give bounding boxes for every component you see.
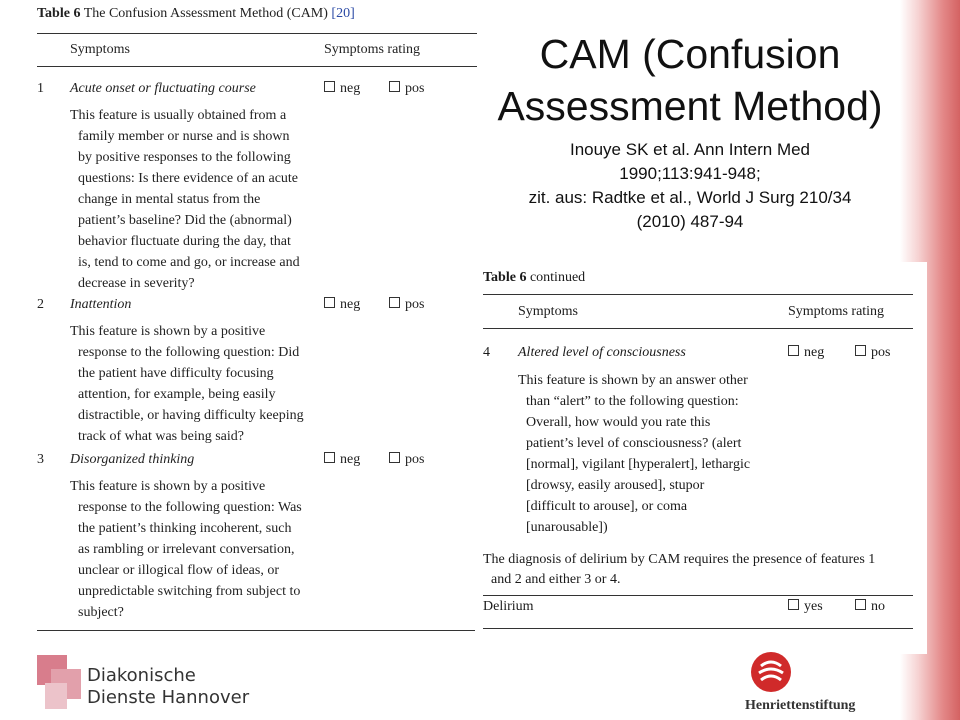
- description-line: decrease in severity?: [78, 276, 195, 291]
- diagnosis-note: [483, 550, 875, 590]
- delirium-label: Delirium: [483, 599, 534, 614]
- item-number: 1: [37, 81, 44, 96]
- item-title: Inattention: [70, 297, 132, 312]
- slide-heading: [460, 28, 920, 234]
- description-line: unpredictable switching from subject to: [78, 584, 301, 599]
- table-header-rule: [37, 66, 477, 67]
- citation-line: zit. aus: Radtke et al., World J Surg 210/34: [528, 188, 852, 207]
- description-line: Overall, how would you rate this: [526, 415, 711, 430]
- logo-text: Henriettenstiftung: [745, 698, 856, 713]
- table-label: Table 6: [483, 270, 527, 285]
- citation-line: (2010) 487-94: [636, 212, 744, 231]
- rating-pos[interactable]: [389, 452, 424, 468]
- item-description: [518, 370, 750, 538]
- table-title: continued: [529, 270, 586, 285]
- table-reference-link[interactable]: [20]: [331, 6, 355, 21]
- item-title: Altered level of consciousness: [518, 345, 686, 360]
- description-line: the patient’s thinking incoherent, such: [78, 521, 292, 536]
- citation-line: Inouye SK et al. Ann Intern Med: [569, 140, 811, 159]
- logo-text-line: Dienste Hannover: [87, 687, 250, 708]
- description-line: This feature is shown by a positive: [70, 479, 266, 494]
- description-line: [unarousable]): [526, 520, 608, 535]
- description-line: patient’s level of consciousness? (alert: [526, 436, 742, 451]
- rating-neg-label: neg: [340, 452, 361, 467]
- item-title: Disorganized thinking: [70, 452, 195, 467]
- citation-line: 1990;113:941-948;: [619, 164, 761, 183]
- description-line: This feature is usually obtained from a: [70, 108, 287, 123]
- rating-neg-label: neg: [340, 297, 361, 312]
- description-line: subject?: [78, 605, 124, 620]
- rating-pos-label: pos: [405, 297, 425, 312]
- table-caption: [483, 270, 585, 286]
- description-line: This feature is shown by an answer other: [518, 373, 748, 388]
- description-line: response to the following question: Was: [78, 500, 302, 515]
- description-line: distractible, or having difficulty keeping: [78, 408, 304, 423]
- rating-pos[interactable]: [389, 297, 424, 313]
- description-line: the patient have difficulty focusing: [78, 366, 274, 381]
- checkbox[interactable]: [855, 599, 866, 610]
- checkbox[interactable]: [788, 345, 799, 356]
- rating-pos-label: pos: [405, 452, 425, 467]
- description-line: [difficult to arouse], or coma: [526, 499, 688, 514]
- item-number: 3: [37, 452, 44, 467]
- cam-table-part2: [475, 262, 927, 654]
- logo-text: [87, 665, 249, 709]
- checkbox[interactable]: [389, 81, 400, 92]
- rating-pos[interactable]: [389, 81, 424, 97]
- rating-pos-label: pos: [871, 345, 891, 360]
- item-description: [70, 105, 300, 294]
- citation: [460, 138, 920, 234]
- rating-pos-label: pos: [405, 81, 425, 96]
- henriettenstiftung-emblem-icon: [749, 650, 793, 694]
- cam-table-part1: [37, 0, 477, 650]
- table-bottom-rule: [37, 630, 477, 631]
- checkbox[interactable]: [788, 599, 799, 610]
- table-title: The Confusion Assessment Method (CAM): [83, 6, 328, 21]
- column-header-symptoms: Symptoms: [70, 42, 130, 57]
- description-line: This feature is shown by a positive: [70, 324, 266, 339]
- rating-neg-label: neg: [804, 345, 825, 360]
- item-title: Acute onset or fluctuating course: [70, 81, 256, 96]
- description-line: response to the following question: Did: [78, 345, 300, 360]
- rating-pos[interactable]: [855, 345, 890, 361]
- diakonische-dienste-logo: [37, 655, 250, 715]
- description-line: is, tend to come and go, or increase and: [78, 255, 300, 270]
- column-header-rating: Symptoms rating: [324, 42, 421, 57]
- table-header-rule: [483, 328, 913, 329]
- description-line: by positive responses to the following: [78, 150, 291, 165]
- slide-title: CAM (Confusion Assessment Method): [497, 31, 883, 129]
- checkbox[interactable]: [389, 297, 400, 308]
- table-top-rule: [37, 33, 477, 34]
- item-number: 4: [483, 345, 490, 360]
- description-line: as rambling or irrelevant conversation,: [78, 542, 295, 557]
- description-line: family member or nurse and is shown: [78, 129, 290, 144]
- logo-text-line: Diakonische: [87, 665, 196, 686]
- description-line: questions: Is there evidence of an acute: [78, 171, 299, 186]
- checkbox[interactable]: [324, 452, 335, 463]
- checkbox[interactable]: [855, 345, 866, 356]
- description-line: than “alert” to the following question:: [526, 394, 739, 409]
- note-line: The diagnosis of delirium by CAM requires the presence of features 1: [483, 552, 876, 567]
- table-caption: [37, 6, 355, 22]
- rating-yes[interactable]: [788, 599, 823, 615]
- description-line: track of what was being said?: [78, 429, 244, 444]
- description-line: unclear or illogical flow of ideas, or: [78, 563, 279, 578]
- rating-neg[interactable]: [324, 297, 360, 313]
- description-line: patient’s baseline? Did the (abnormal): [78, 213, 292, 228]
- checkbox[interactable]: [389, 452, 400, 463]
- item-description: [70, 476, 302, 623]
- column-header-symptoms: Symptoms: [518, 304, 578, 319]
- note-line: and 2 and either 3 or 4.: [491, 572, 621, 587]
- rating-neg[interactable]: [324, 81, 360, 97]
- checkbox[interactable]: [324, 81, 335, 92]
- table-label: Table 6: [37, 6, 81, 21]
- rating-no[interactable]: [855, 599, 885, 615]
- henriettenstiftung-logo: [745, 648, 895, 718]
- table-top-rule: [483, 294, 913, 295]
- rating-neg[interactable]: [788, 345, 824, 361]
- rating-neg-label: neg: [340, 81, 361, 96]
- column-header-rating: Symptoms rating: [788, 304, 885, 319]
- item-number: 2: [37, 297, 44, 312]
- rating-no-label: no: [871, 599, 885, 614]
- description-line: [drowsy, easily aroused], stupor: [526, 478, 705, 493]
- logo-square-icon: [45, 683, 67, 709]
- item-description: [70, 321, 304, 447]
- table-divider-rule: [483, 595, 913, 596]
- description-line: attention, for example, being easily: [78, 387, 276, 402]
- description-line: change in mental status from the: [78, 192, 261, 207]
- checkbox[interactable]: [324, 297, 335, 308]
- description-line: behavior fluctuate during the day, that: [78, 234, 291, 249]
- description-line: [normal], vigilant [hyperalert], lethargic: [526, 457, 751, 472]
- rating-neg[interactable]: [324, 452, 360, 468]
- table-bottom-rule: [483, 628, 913, 629]
- rating-yes-label: yes: [804, 599, 823, 614]
